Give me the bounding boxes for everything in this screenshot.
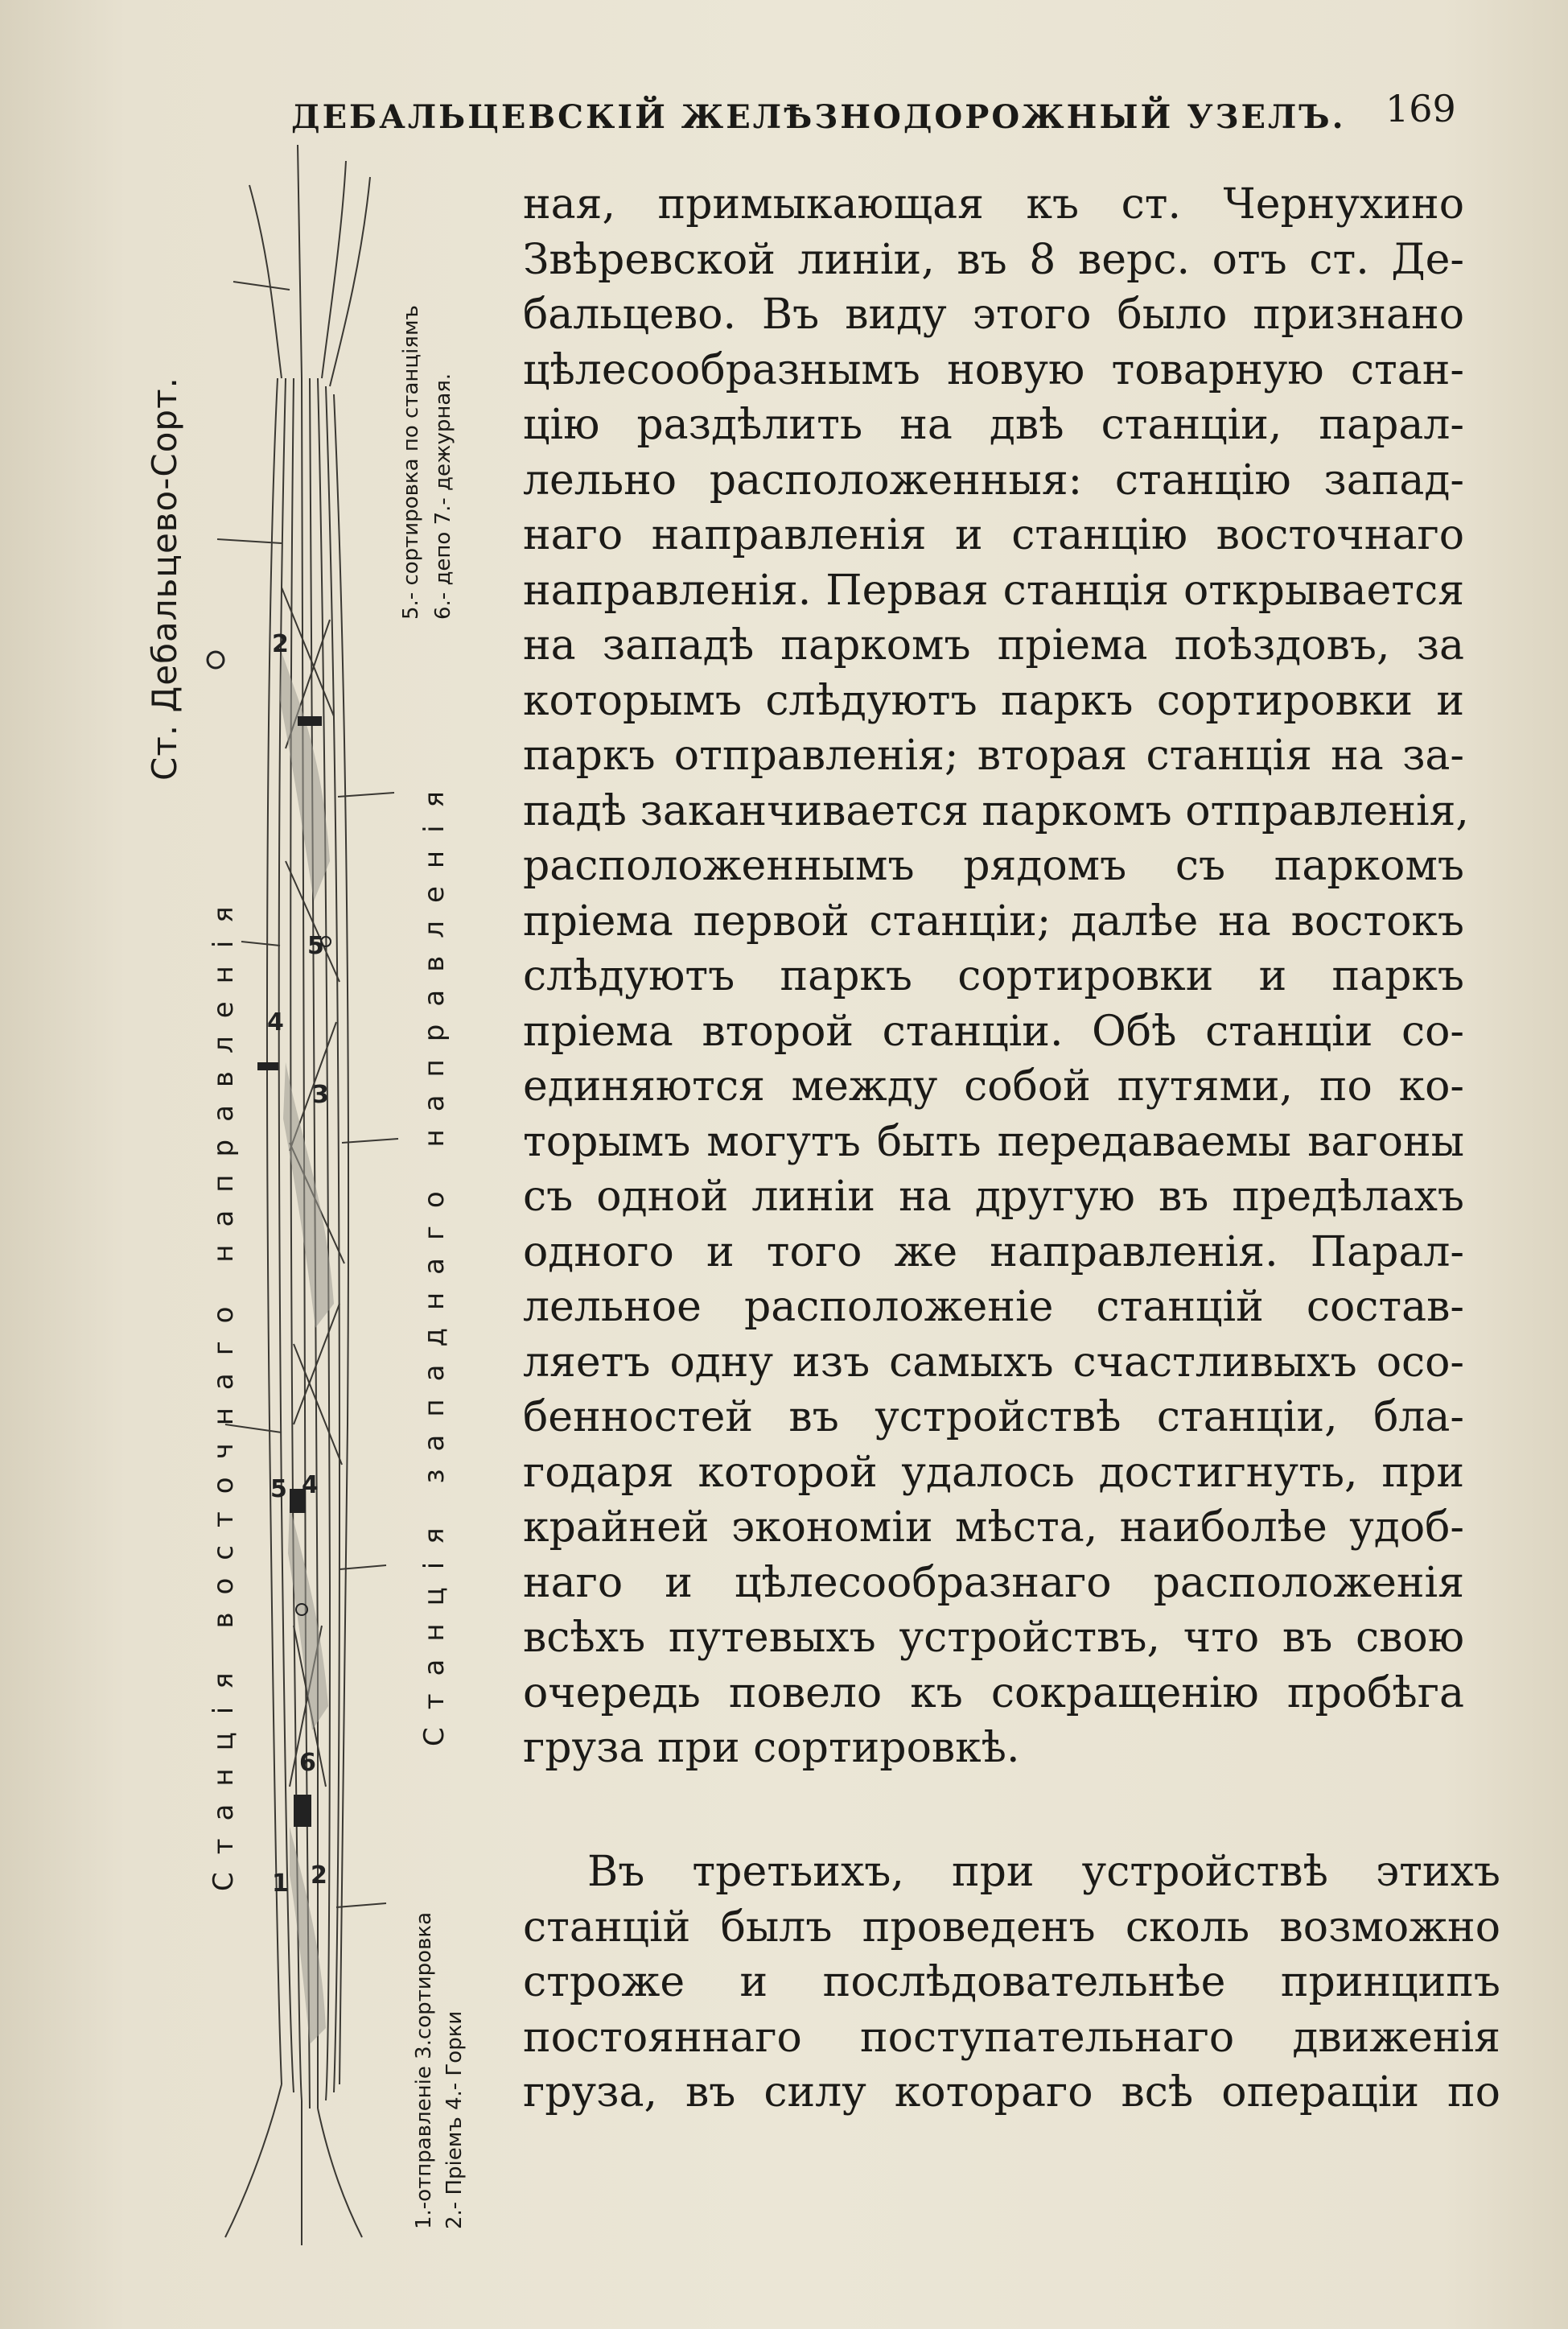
text-line: ляетъ одну изъ самыхъ счастливыхъ осо- — [523, 1338, 1464, 1387]
east-direction-label: Станція восточнаго направленія — [208, 888, 240, 1891]
park-number-6: 6 — [299, 1749, 316, 1777]
text-line: на западѣ паркомъ пріема поѣздовъ, за — [523, 621, 1464, 670]
text-line: ная, примыкающая къ ст. Чернухино — [523, 180, 1464, 229]
station-title: Ст. Дебальцево-Сорт. — [145, 377, 184, 781]
text-line: направленія. Первая станція открывается — [523, 566, 1464, 615]
legend-top-line-2: 6.- депо 7.- дежурная. — [431, 373, 455, 620]
paragraph-1 — [523, 177, 1469, 1776]
text-line: лельно расположенныя: станцію запад- — [523, 455, 1464, 505]
park-number-1: 1 — [272, 1869, 289, 1898]
text-line: паркъ отправленія; вторая станція на за- — [523, 732, 1464, 780]
text-line: лельное расположеніе станцій состав- — [523, 1283, 1464, 1331]
text-line: строже и послѣдовательнѣе принципъ — [523, 1958, 1500, 2006]
page-number: 169 — [1385, 87, 1456, 130]
text-line: наго направленія и станцію восточнаго — [523, 511, 1464, 559]
running-head: ДЕБАЛЬЦЕВСКІЙ ЖЕЛѢЗНОДОРОЖНЫЙ УЗЕЛЪ. — [291, 98, 1346, 136]
text-line: одного и того же направленія. Парал- — [523, 1227, 1464, 1276]
text-line: годаря которой удалось достигнуть, при — [523, 1448, 1464, 1497]
text-line: цію раздѣлить на двѣ станціи, парал- — [523, 401, 1464, 449]
text-line: цѣлесообразнымъ новую товарную стан- — [523, 345, 1464, 394]
park-number-4b: 4 — [302, 1471, 319, 1499]
text-line: расположеннымъ рядомъ съ паркомъ — [523, 842, 1464, 890]
text-line: падѣ заканчивается паркомъ отправленія, — [523, 786, 1469, 835]
park-number-2: 2 — [311, 1861, 327, 1890]
text-line: бенностей въ устройствѣ станціи, бла- — [523, 1393, 1464, 1441]
text-line: единяются между собой путями, по ко- — [523, 1062, 1464, 1111]
text-line: станцій былъ проведенъ сколь возможно — [523, 1902, 1500, 1952]
text-line: крайней экономіи мѣста, наиболѣе удоб- — [523, 1503, 1464, 1552]
text-line: груза, въ силу котораго всѣ операціи по — [523, 2068, 1500, 2117]
text-line: пріема первой станціи; далѣе на востокъ — [523, 897, 1464, 946]
text-line: Въ третьихъ, при устройствѣ этихъ — [587, 1848, 1500, 1896]
text-line: постояннаго поступательнаго движенія — [523, 2013, 1500, 2062]
text-line: груза при сортировкѣ. — [523, 1724, 1020, 1772]
text-line: пріема второй станціи. Обѣ станціи со- — [523, 1007, 1464, 1056]
text-line: торымъ могутъ быть передаваемы вагоны — [523, 1117, 1464, 1166]
track-diagram — [129, 137, 483, 2245]
park-number-4: 4 — [267, 1008, 284, 1037]
park-number-5b: 5 — [270, 1475, 287, 1503]
paragraph-2 — [523, 1845, 1500, 2121]
text-line: бальцево. Въ виду этого было признано — [523, 291, 1464, 339]
text-line: съ одной линіи на другую въ предѣлахъ — [523, 1173, 1464, 1221]
west-direction-label: Станція западнаго направленія — [418, 773, 451, 1746]
legend-top-line-1: 5.- сортировка по станціямъ — [399, 305, 423, 620]
text-line: слѣдуютъ паркъ сортировки и паркъ — [523, 952, 1464, 1000]
park-number-2b: 2 — [272, 630, 289, 658]
legend-bottom-line-2: 2.- Пріемъ 4.- Горки — [442, 2010, 467, 2229]
park-number-5: 5 — [307, 932, 324, 960]
text-line: наго и цѣлесообразнаго расположенія — [523, 1558, 1464, 1607]
text-line: всѣхъ путевыхъ устройствъ, что въ свою — [523, 1614, 1464, 1662]
legend-bottom-line-1: 1.-отправленіе 3.сортировка — [412, 1911, 436, 2229]
park-number-3: 3 — [312, 1081, 329, 1109]
text-line: которымъ слѣдуютъ паркъ сортировки и — [523, 676, 1464, 725]
text-line: Звѣревской линіи, въ 8 верс. отъ ст. Де- — [523, 235, 1464, 284]
text-line: очередь повело къ сокращенію пробѣга — [523, 1668, 1464, 1717]
